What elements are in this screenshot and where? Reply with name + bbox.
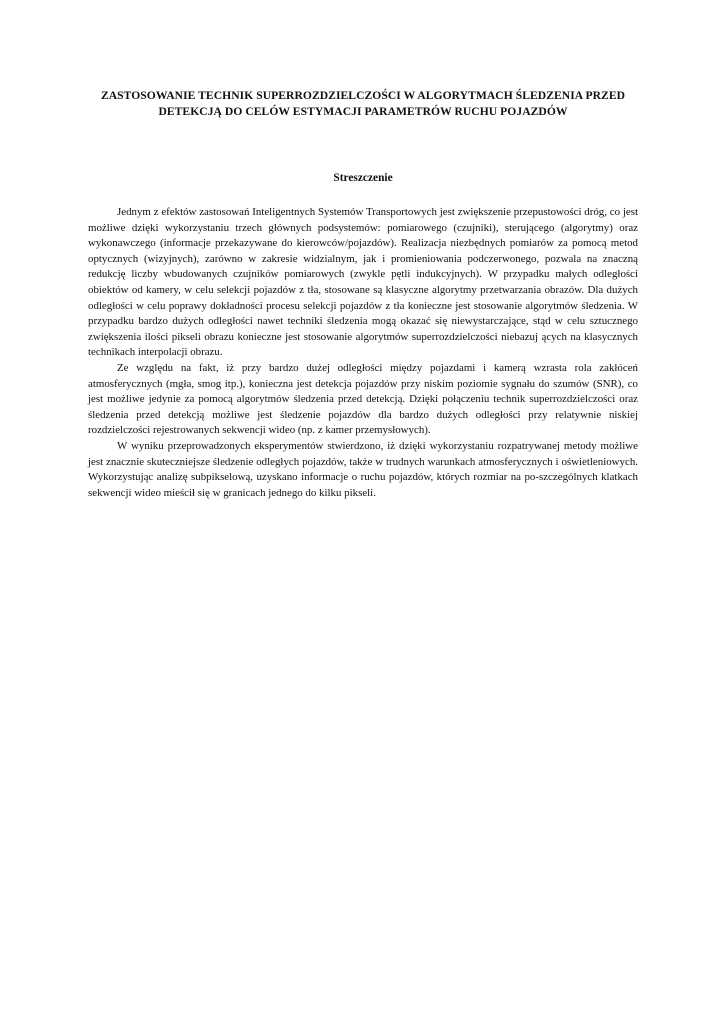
abstract-paragraph-1: Jednym z efektów zastosowań Inteligentnych Systemów Transportowych jest zwiększenie przepustowości dróg, co jest możliwe dzięki wykorzystaniu trzech głównych podsystemów: pomiarowego (czujniki), sterującego (algorytmy) oraz wykonawczego (informacje przekazywane do kierowców/pojazdów). Realizacja niezbędnych pomiarów za pomocą metod optycznych (wizyjnych), zarówno w zakresie widzialnym, jak i promieniowania podczerwonego, pozwala na znaczną redukcję liczby wbudowanych czujników pomiarowych (zwykle pętli indukcyjnych). W przypadku małych odległości obiektów od kamery, w celu selekcji pojazdów z tła, stosowane są klasyczne algorytmy przetwarzania obrazów. Dla dużych odległości w celu poprawy dokładności procesu selekcji pojazdów z tła konieczne jest stosowanie algorytmów śledzenia. W przypadku bardzo dużych odległości nawet techniki śledzenia mogą okazać się niewystarczające, stąd w celu sztucznego zwiększenia ilości pikseli obrazu konieczne jest stosowanie algorytmów superrozdzielczości niebazuj ących na klasycznych technikach interpolacji obrazu. bbox=[88, 206, 638, 359]
paper-title-line-1: ZASTOSOWANIE TECHNIK SUPERROZDZIELCZOŚCI W ALGORYTMACH ŚLEDZENIA PRZED bbox=[100, 89, 626, 102]
abstract-paragraph-2: Ze względu na fakt, iż przy bardzo dużej odległości między pojazdami i kamerą wzrasta rola zakłóceń atmosferycznych (mgła, smog itp.), konieczna jest detekcja pojazdów przy niskim poziomie sygnału do szumów (SNR), co jest możliwe jedynie za pomocą algorytmów śledzenia przed detekcją. Dzięki połączeniu technik superrozdzielczości oraz śledzenia przed detekcją możliwe jest śledzenie pojazdów dla bardzo dużych odległości przy relatywnie niskiej rozdzielczości rejestrowanych sekwencji wideo (np. z kamer przemysłowych). bbox=[88, 361, 638, 437]
abstract-paragraph-3: W wyniku przeprowadzonych eksperymentów stwierdzono, iż dzięki wykorzystaniu rozpatrywanej metody możliwe jest znacznie skuteczniejsze śledzenie odległych pojazdów, także w trudnych warunkach atmosferycznych i oświetleniowych. Wykorzystując analizę subpikselową, uzyskano informacje o ruchu pojazdów, których rozmiar na po-szczególnych klatkach sekwencji wideo mieścił się w granicach jednego do kilku pikseli. bbox=[88, 439, 638, 499]
abstract-heading: Streszczenie bbox=[333, 172, 393, 184]
paper-title bbox=[88, 88, 638, 120]
paper-title-line-2: DETEKCJĄ DO CELÓW ESTYMACJI PARAMETRÓW RUCHU POJAZDÓW bbox=[158, 105, 568, 118]
document-page bbox=[88, 88, 638, 501]
